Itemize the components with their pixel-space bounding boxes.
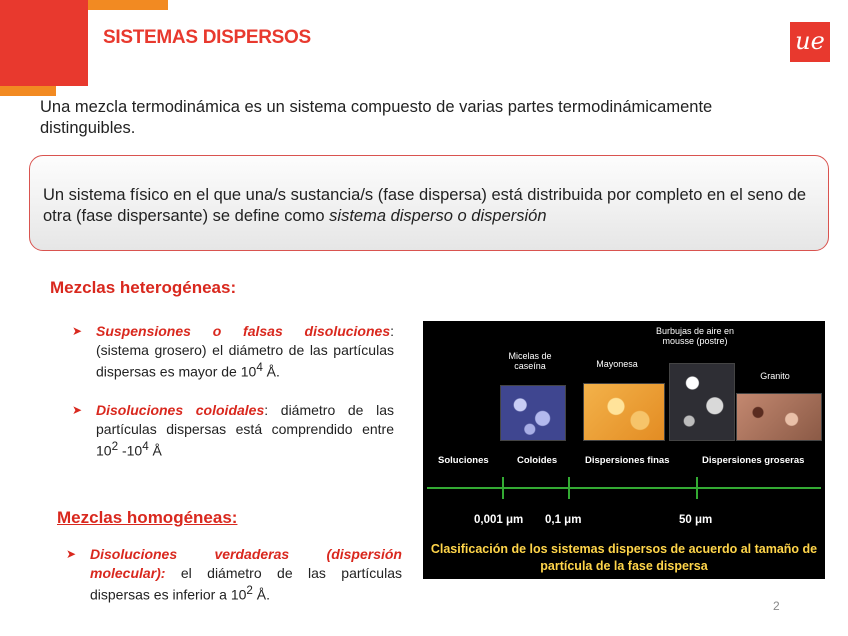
bullet-colloidal: ➤ Disoluciones coloidales: diámetro de las partículas dispersas está comprendido entre $10^2$ $-10^4$ Å xyxy=(72,402,394,459)
value-0001-um: 0,001 μm xyxy=(474,514,524,526)
size-scale-axis xyxy=(427,487,821,489)
dispersion-classification-figure xyxy=(423,321,825,579)
header-orange-bar xyxy=(88,0,168,10)
value-50-um: 50 μm xyxy=(679,514,713,526)
university-logo: ue xyxy=(790,22,830,62)
category-colloids: Coloides xyxy=(517,455,558,466)
arrow-bullet-icon: ➤ xyxy=(66,547,77,561)
slide-title: SISTEMAS DISPERSOS xyxy=(103,27,311,48)
intro-text: Una mezcla termodinámica es un sistema compuesto de varias partes termodinámicamente distinguibles. xyxy=(40,98,713,137)
category-coarse-dispersions: Dispersiones groseras xyxy=(702,455,805,466)
label-mayonnaise: Mayonesa xyxy=(596,359,638,369)
header-orange-strip xyxy=(0,86,56,96)
category-solutions: Soluciones xyxy=(438,455,489,466)
bullet-suspensions: ➤ Suspensiones o falsas disoluciones: (sistema grosero) el diámetro de las partículas dispersas es mayor de $10^4$ Å. xyxy=(72,323,394,380)
arrow-bullet-icon: ➤ xyxy=(72,403,83,417)
homogeneous-heading: Mezclas homogéneas: xyxy=(57,508,238,527)
header-red-block xyxy=(0,0,88,86)
category-fine-dispersions: Dispersiones finas xyxy=(585,455,670,466)
bullet-true-solutions: ➤ Disoluciones verdaderas (dispersión molecular): el diámetro de las partículas dispersas es inferior a $10^2$ Å. xyxy=(66,546,402,603)
heterogeneous-heading: Mezclas heterogéneas: xyxy=(50,278,237,297)
definition-text: Un sistema físico en el que una/s sustancia/s (fase dispersa) está distribuida por completo en el seno de otra (fase dispersante) se define como sistema disperso o dispersión xyxy=(43,186,807,225)
figure-caption: Clasificación de los sistemas dispersos de acuerdo al tamaño de partícula de la fase dispersa xyxy=(430,542,818,573)
tick-0001 xyxy=(502,477,504,499)
photo-mayonnaise xyxy=(583,383,665,441)
page-number: 2 xyxy=(773,599,780,613)
label-air-bubbles: Burbujas de aire en mousse (postre) xyxy=(655,326,735,346)
value-01-um: 0,1 μm xyxy=(545,514,582,526)
term-true-solutions: Disoluciones verdaderas (dispersión molecular): xyxy=(90,546,402,581)
term-colloidal: Disoluciones coloidales xyxy=(96,402,265,418)
label-granite: Granito xyxy=(760,371,790,381)
arrow-bullet-icon: ➤ xyxy=(72,324,83,338)
tick-50 xyxy=(696,477,698,499)
term-suspensions: Suspensiones o falsas disoluciones xyxy=(96,323,391,339)
photo-granite xyxy=(736,393,822,441)
photo-mousse-bubbles xyxy=(669,363,735,441)
tick-01 xyxy=(568,477,570,499)
definition-emphasis: sistema disperso o dispersión xyxy=(329,207,547,225)
label-casein-micelles: Micelas de caseína xyxy=(508,351,552,371)
photo-casein-micelles xyxy=(500,385,566,441)
